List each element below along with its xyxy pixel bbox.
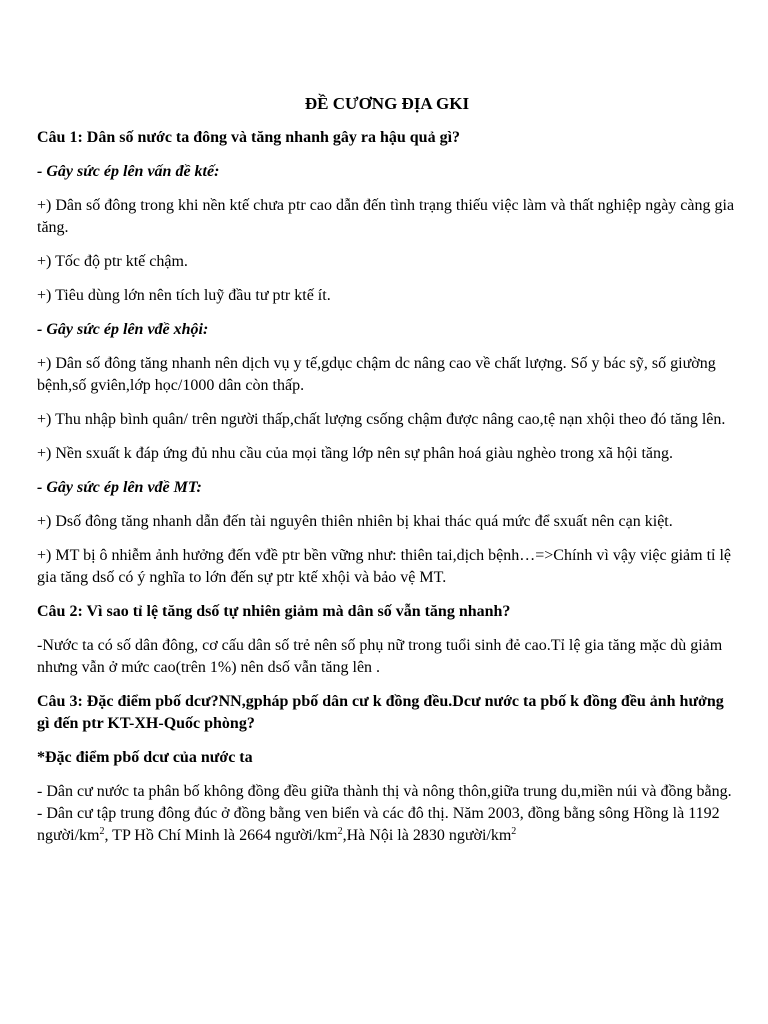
q3-line-1: - Dân cư nước ta phân bố không đồng đều giữa thành thị và nông thôn,giữa trung du,miền núi và đồng bằng. (37, 783, 732, 800)
question-2: Câu 2: Vì sao tỉ lệ tăng dsố tự nhiên giảm mà dân số vẫn tăng nhanh? (37, 603, 511, 620)
q3-line-2-text: ,Hà Nội là 2830 người/km (342, 827, 512, 844)
q3-heading: *Đặc điểm pbố dcư của nước ta (37, 749, 253, 766)
q1-econ-item: +) Tốc độ ptr ktế chậm. (37, 253, 188, 270)
q3-line-2 (37, 803, 737, 847)
superscript: 2 (337, 826, 343, 837)
superscript: 2 (99, 826, 105, 837)
q2-answer: -Nước ta có số dân đông, cơ cấu dân số trẻ nên số phụ nữ trong tuổi sinh đẻ cao.Tỉ lệ gia tăng mặc dù giảm nhưng vẫn ở mức cao(trên 1%) nên dsố vẫn tăng lên . (37, 637, 723, 676)
document-body (37, 93, 737, 847)
question-1: Câu 1: Dân số nước ta đông và tăng nhanh gây ra hậu quả gì? (37, 129, 461, 146)
q1-econ-item: +) Tiêu dùng lớn nên tích luỹ đầu tư ptr ktế ít. (37, 287, 331, 304)
q1-econ-item: +) Dân số đông trong khi nền ktế chưa ptr cao dẫn đến tình trạng thiếu việc làm và thất nghiệp ngày càng gia tăng. (37, 197, 735, 236)
q1-env-heading: - Gây sức ép lên vđề MT: (37, 479, 202, 496)
q1-social-heading: - Gây sức ép lên vđề xhội: (37, 321, 209, 338)
q1-social-item: +) Thu nhập bình quân/ trên người thấp,chất lượng csống chậm được nâng cao,tệ nạn xhội theo đó tăng lên. (37, 411, 726, 428)
q1-env-item: +) Dsố đông tăng nhanh dẫn đến tài nguyên thiên nhiên bị khai thác quá mức để sxuất nên cạn kiệt. (37, 513, 673, 530)
question-3: Câu 3: Đặc điểm pbố dcư?NN,gpháp pbố dân cư k đồng đều.Dcư nước ta pbố k đồng đều ảnh hưởng gì đến ptr KT-XH-Quốc phòng? (37, 693, 724, 732)
q1-social-item: +) Nền sxuất k đáp ứng đủ nhu cầu của mọi tầng lớp nên sự phân hoá giàu nghèo trong xã hội tăng. (37, 445, 674, 462)
q1-econ-heading: - Gây sức ép lên vấn đề ktế: (37, 163, 220, 180)
superscript: 2 (511, 826, 517, 837)
q1-social-item: +) Dân số đông tăng nhanh nên dịch vụ y tế,gdục chậm dc nâng cao về chất lượng. Số y bác sỹ, số giường bệnh,số gviên,lớp học/1000 dân còn thấp. (37, 355, 716, 394)
q3-line-2-text: - Dân cư tập trung đông đúc ở đồng bằng ven biển và các đô thị. Năm 2003, đồng bằng sông Hồng là 1192 người/km (37, 805, 720, 844)
page-title: ĐỀ CƯƠNG ĐỊA GKI (304, 94, 470, 113)
q3-line-2-text: , TP Hồ Chí Minh là 2664 người/km (104, 827, 338, 844)
q1-env-item: +) MT bị ô nhiễm ảnh hưởng đến vđề ptr bền vững như: thiên tai,dịch bệnh…=>Chính vì vậy việc giảm tỉ lệ gia tăng dsố có ý nghĩa to lớn đến sự ptr ktế xhội và bảo vệ MT. (37, 547, 732, 586)
